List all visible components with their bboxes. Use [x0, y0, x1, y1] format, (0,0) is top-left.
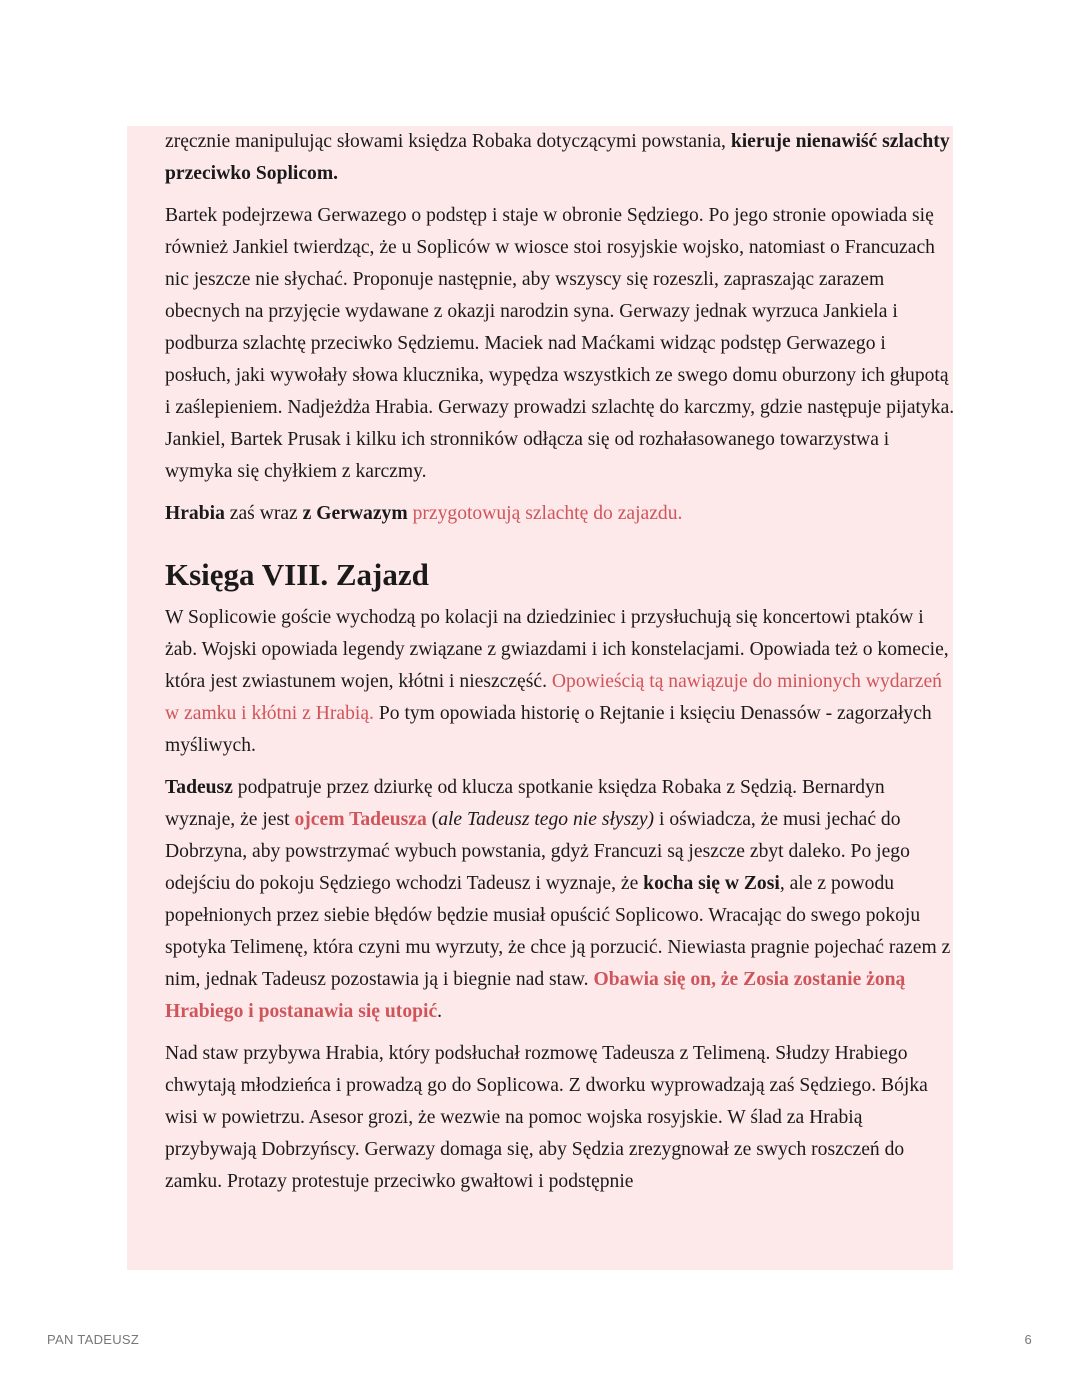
- italic-text: ale Tadeusz tego nie słyszy): [438, 809, 655, 830]
- text-run: .: [437, 1001, 443, 1022]
- bold-text: kocha się w Zosi: [643, 873, 780, 894]
- text-run: Bartek podejrzewa Gerwazego o podstęp i staje w obronie Sędziego. Po jego stronie opowiada się również Jankiel twierdząc, że u Sopliców w wiosce stoi rosyjskie wojsko, natomiast o Francuzach nic jeszcze nie słychać. Proponuje następnie, aby wszyscy się rozeszli, zapraszając zarazem obecnych na przyjęcie wydawane z okazji narodzin syna. Gerwazy jednak wyrzuca Jankiela i podburza szlachtę przeciwko Sędziemu. Maciek nad Maćkami widząc podstęp Gerwazego i posłuch, jaki wywołały słowa klucznika, wypędza wszystkich ze swego domu oburzony ich głupotą i zaślepieniem. Nadjeżdża Hrabia. Gerwazy prowadzi szlachtę do karczmy, gdzie następuje pijatyka. Jankiel, Bartek Prusak i kilku ich stronników odłącza się od rozhałasowanego towarzystwa i wymyka się chyłkiem z karczmy.: [165, 205, 955, 482]
- paragraph: [165, 498, 955, 530]
- text-run: zaś wraz: [224, 503, 303, 524]
- footer-title: PAN TADEUSZ: [47, 1332, 140, 1347]
- bold-text: Hrabia: [165, 503, 225, 524]
- text-run: , ale z powodu popełnionych przez siebie błędów będzie musiał opuścić Soplicowo. Wracając do swego pokoju spotyka Telimenę, która czyni mu wyrzuty, że chce ją porzucić. Niewiasta pragnie pojechać razem z nim, jednak Tadeusz pozostawia ją i biegnie nad staw.: [165, 873, 951, 990]
- highlighted-bold-text: Obawia się on, że Zosia zostanie żoną Hrabiego i postanawia się utopić: [165, 969, 906, 1022]
- bold-text: Tadeusz: [165, 777, 233, 798]
- text-run: Po tym opowiada historię o Rejtanie i księciu Denassów - zagorzałych myśliwych.: [165, 703, 932, 756]
- highlighted-text: Opowieścią tą nawiązuje do minionych wydarzeń w zamku i kłótni z Hrabią.: [165, 671, 942, 724]
- highlighted-bold-text: ojcem Tadeusza: [294, 809, 427, 830]
- paragraph: [165, 126, 955, 190]
- text-run: (: [426, 809, 439, 830]
- section-heading: Księga VIII. Zajazd: [165, 557, 429, 592]
- page-number: 6: [1024, 1332, 1032, 1347]
- paragraph: [165, 772, 955, 1028]
- paragraph: [165, 602, 955, 762]
- document-body: [165, 126, 955, 1208]
- text-run: W Soplicowie goście wychodzą po kolacji na dziedziniec i przysłuchują się koncertowi ptaków i żab. Wojski opowiada legendy związane z gwiazdami i ich konstelacjami. Opowiada też o komecie, która jest zwiastunem wojen, kłótni i nieszczęść.: [165, 607, 949, 692]
- paragraph: [165, 200, 955, 488]
- text-run: podpatruje przez dziurkę od klucza spotkanie księdza Robaka z Sędzią. Bernardyn wyznaje, że jest: [165, 777, 885, 830]
- bold-text: kieruje nienawiść szlachty przeciwko Soplicom.: [165, 131, 950, 184]
- bold-text: z Gerwazym: [302, 503, 408, 524]
- highlighted-text: przygotowują szlachtę do zajazdu.: [412, 503, 683, 524]
- text-run: i oświadcza, że musi jechać do Dobrzyna, aby powstrzymać wybuch powstania, gdyż Francuzi są jeszcze zbyt daleko. Po jego odejściu do pokoju Sędziego wchodzi Tadeusz i wyznaje, że: [165, 809, 910, 894]
- paragraph: [165, 1038, 955, 1198]
- text-run: zręcznie manipulując słowami księdza Robaka dotyczącymi powstania,: [165, 131, 731, 152]
- text-run: Nad staw przybywa Hrabia, który podsłuchał rozmowę Tadeusza z Telimeną. Słudzy Hrabiego chwytają młodzieńca i prowadzą go do Soplicowa. Z dworku wyprowadzają zaś Sędziego. Bójka wisi w powietrzu. Asesor grozi, że wezwie na pomoc wojska rosyjskie. W ślad za Hrabią przybywają Dobrzyńscy. Gerwazy domaga się, aby Sędzia zrezygnował ze swych roszczeń do zamku. Protazy protestuje przeciwko gwałtowi i podstępnie: [165, 1043, 928, 1192]
